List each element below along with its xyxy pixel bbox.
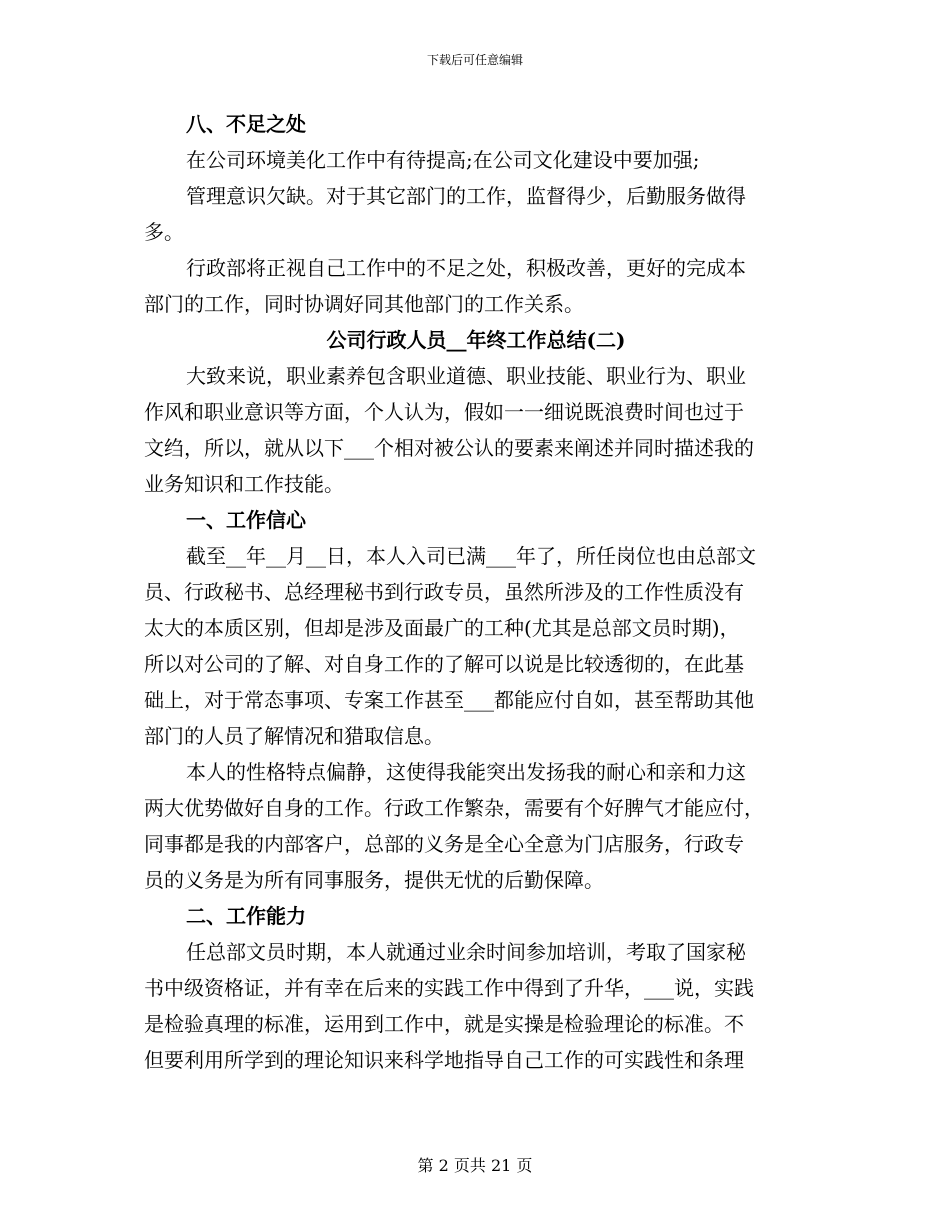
text-line: 作风和职业意识等方面，个人认为，假如一一细说既浪费时间也过于 [144, 400, 744, 424]
text-line: 础上，对于常态事项、专案工作甚至___都能应付自如，甚至帮助其他 [144, 688, 754, 712]
document-body [144, 106, 808, 1078]
text-line: 业务知识和工作技能。 [144, 472, 344, 496]
text-line: 两大优势做好自身的工作。行政工作繁杂，需要有个好脾气才能应付， [144, 796, 764, 820]
section-heading: 二、工作能力 [186, 904, 306, 928]
text-line: 书中级资格证，并有幸在后来的实践工作中得到了升华，___说，实践 [144, 976, 754, 1000]
text-line: 所以对公司的了解、对自身工作的了解可以说是比较透彻的，在此基 [144, 652, 744, 676]
text-line: 管理意识欠缺。对于其它部门的工作，监督得少，后勤服务做得 [186, 184, 746, 208]
text-line: 行政部将正视自己工作中的不足之处，积极改善，更好的完成本 [186, 256, 746, 280]
text-line: 部门的工作，同时协调好同其他部门的工作关系。 [144, 292, 584, 316]
section-heading: 一、工作信心 [186, 508, 306, 532]
text-line: 是检验真理的标准，运用到工作中，就是实操是检验理论的标准。不 [144, 1012, 744, 1036]
text-line: 但要利用所学到的理论知识来科学地指导自己工作的可实践性和条理 [144, 1048, 744, 1072]
text-line: 太大的本质区别，但却是涉及面最广的工种(尤其是总部文员时期)， [144, 616, 740, 640]
text-line: 本人的性格特点偏静，这使得我能突出发扬我的耐心和亲和力这 [186, 760, 746, 784]
section-heading: 八、不足之处 [186, 112, 306, 136]
text-line: 员的义务是为所有同事服务，提供无忧的后勤保障。 [144, 868, 604, 892]
text-line: 同事都是我的内部客户，总部的义务是全心全意为门店服务，行政专 [144, 832, 744, 856]
page-header: 下载后可任意编辑 [426, 53, 523, 67]
text-line: 任总部文员时期，本人就通过业余时间参加培训，考取了国家秘 [186, 940, 746, 964]
document-title: 公司行政人员__年终工作总结(二) [326, 328, 626, 352]
text-line: 员、行政秘书、总经理秘书到行政专员，虽然所涉及的工作性质没有 [144, 580, 744, 604]
text-line: 多。 [144, 220, 184, 244]
text-line: 大致来说，职业素养包含职业道德、职业技能、职业行为、职业 [186, 364, 746, 388]
text-line: 部门的人员了解情况和猎取信息。 [144, 724, 444, 748]
page-footer: 第 2 页共 21 页 [417, 1156, 533, 1175]
text-line: 文绉，所以，就从以下___个相对被公认的要素来阐述并同时描述我的 [144, 436, 754, 460]
text-line: 在公司环境美化工作中有待提高;在公司文化建设中要加强; [186, 148, 700, 172]
text-line: 截至__年__月__日，本人入司已满___年了，所任岗位也由总部文 [186, 544, 756, 568]
